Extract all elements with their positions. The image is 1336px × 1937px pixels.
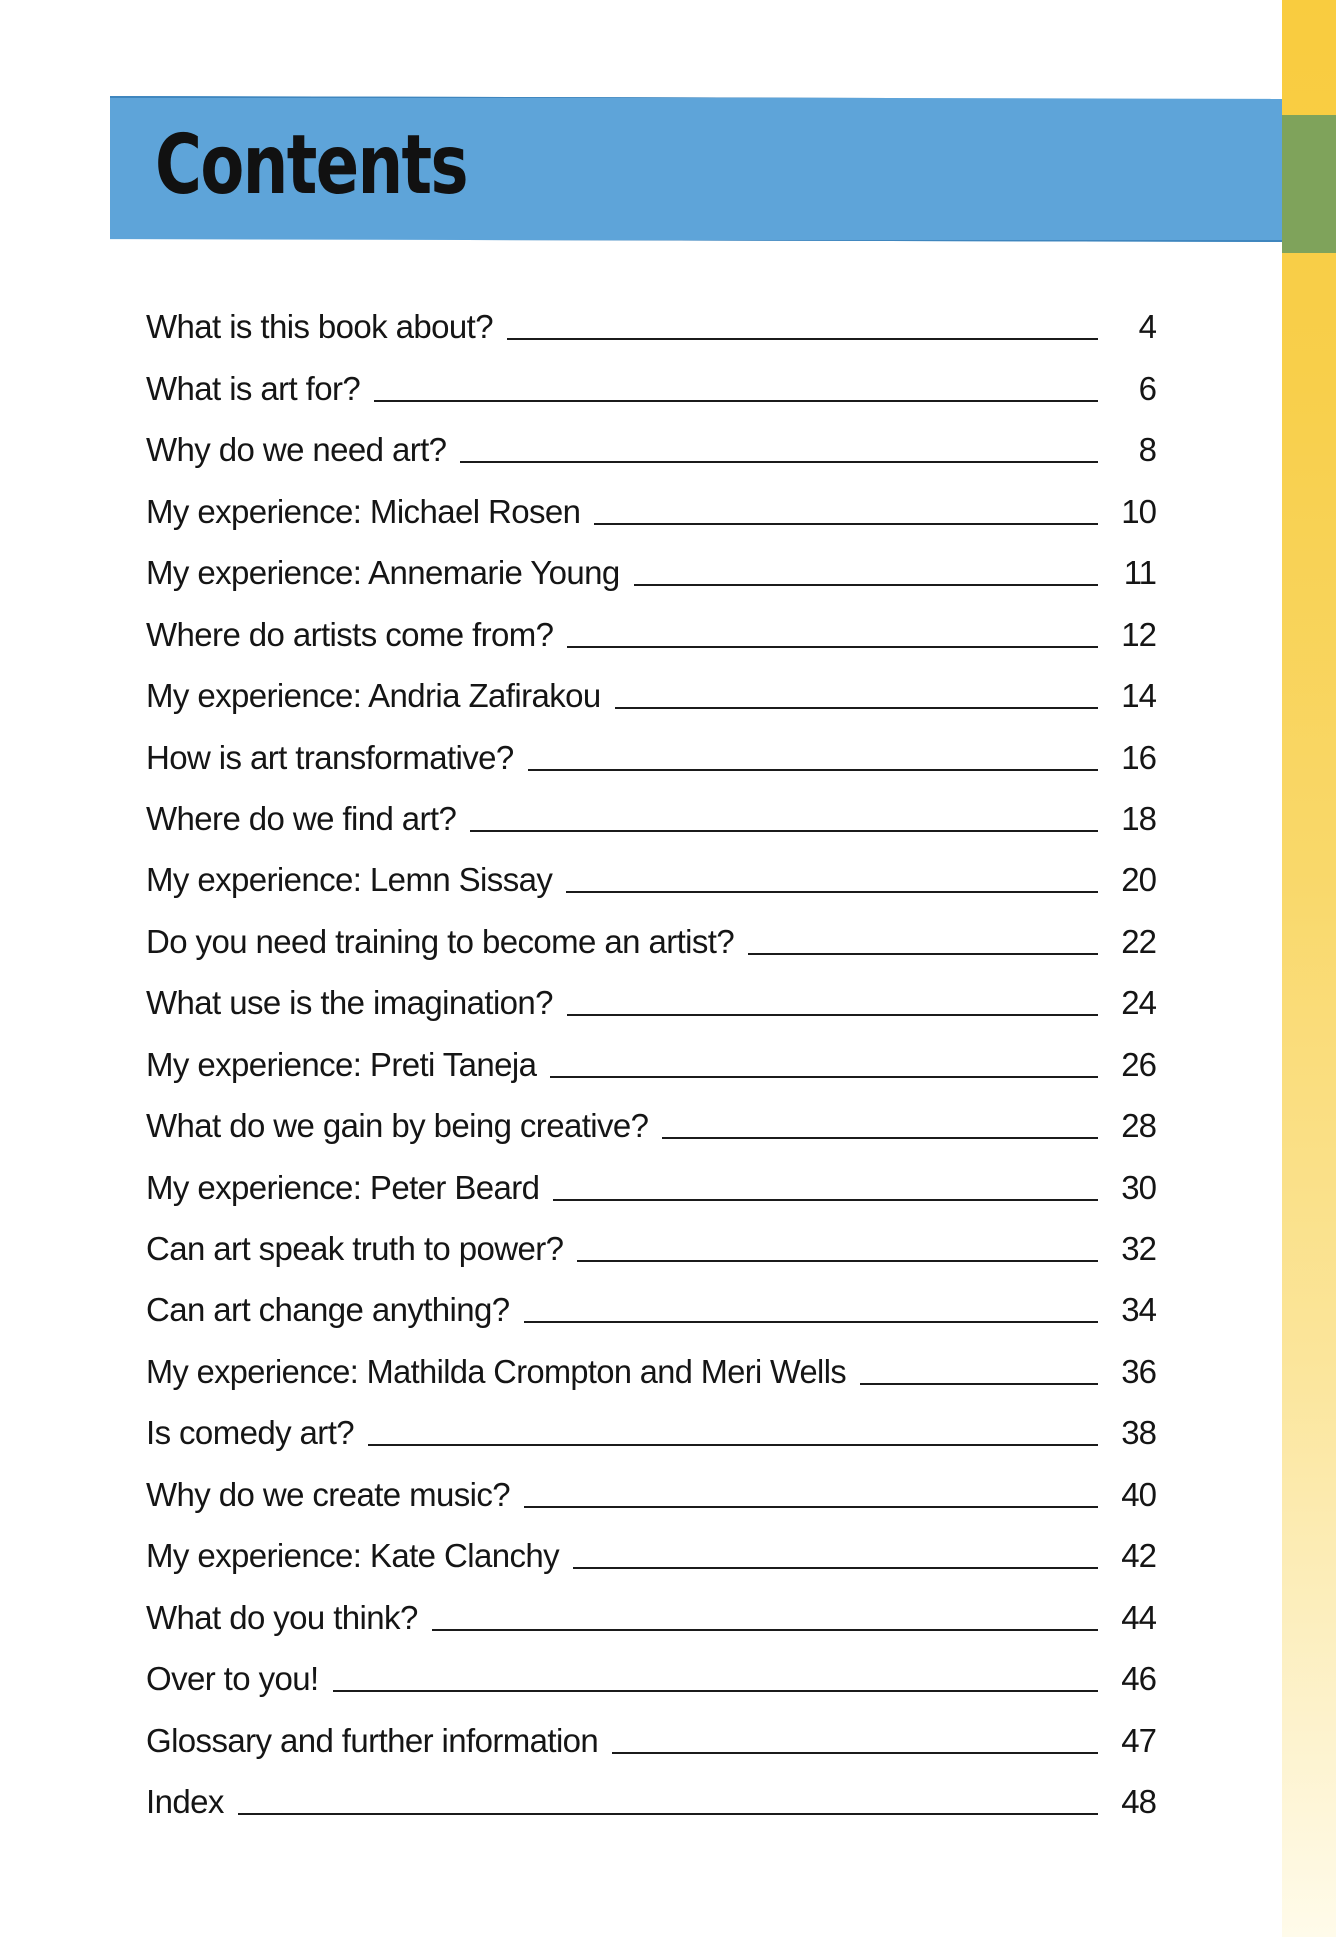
toc-entry-title: Where do we find art? (146, 799, 457, 837)
toc-leader-line (524, 1506, 1098, 1508)
toc-entry-title: Can art speak truth to power? (146, 1230, 564, 1267)
toc-entry-title: Can art change anything? (146, 1291, 510, 1329)
toc-entry (146, 1031, 1156, 1092)
toc-entry-title: What is this book about? (146, 308, 493, 346)
toc-leader-line (238, 1813, 1098, 1815)
toc-entry-title: My experience: Lemn Sissay (146, 861, 553, 899)
toc-leader-line (573, 1567, 1098, 1569)
toc-entry-title: Index (146, 1782, 224, 1820)
toc-page-number: 14 (1121, 677, 1156, 715)
toc-entry-title: Where do artists come from? (146, 615, 554, 653)
toc-entry-title: My experience: Mathilda Crompton and Meri Wells (146, 1352, 846, 1390)
toc-entry (146, 663, 1156, 724)
toc-entry-title: My experience: Andria Zafirakou (146, 677, 601, 715)
toc-page-number: 6 (1138, 369, 1156, 407)
toc-page-number: 12 (1121, 615, 1156, 653)
toc-entry (146, 1707, 1156, 1768)
toc-page-number: 18 (1121, 799, 1156, 837)
toc-entry (146, 908, 1156, 969)
toc-leader-line (662, 1137, 1098, 1139)
toc-entry (146, 970, 1156, 1031)
toc-page-number: 16 (1121, 738, 1156, 776)
toc-entry-title: My experience: Preti Taneja (146, 1045, 537, 1083)
toc-leader-line (432, 1629, 1098, 1631)
toc-entry (146, 601, 1156, 662)
toc-entry-title: What use is the imagination? (146, 984, 553, 1022)
toc-entry (146, 355, 1156, 416)
toc-leader-line (470, 830, 1098, 832)
toc-leader-line (374, 400, 1098, 402)
toc-page-number: 11 (1123, 554, 1156, 592)
toc-entry (146, 540, 1156, 601)
toc-entry-title: Do you need training to become an artist? (146, 922, 735, 960)
toc-leader-line (748, 953, 1098, 955)
toc-leader-line (524, 1321, 1098, 1323)
toc-page-number: 4 (1138, 308, 1156, 346)
toc-entry-title: Is comedy art? (146, 1414, 355, 1452)
toc-entry-title: My experience: Peter Beard (146, 1168, 540, 1206)
toc-leader-line (333, 1690, 1098, 1692)
toc-leader-line (550, 1076, 1098, 1078)
toc-entry (146, 1277, 1156, 1338)
toc-page-number: 38 (1121, 1414, 1156, 1452)
toc-entry (146, 1154, 1156, 1215)
toc-page-number: 24 (1121, 984, 1156, 1022)
toc-entry (146, 1400, 1156, 1461)
toc-entry-title: My experience: Kate Clanchy (146, 1537, 560, 1575)
toc-leader-line (860, 1383, 1098, 1385)
toc-page-number: 48 (1121, 1782, 1156, 1820)
toc-entry (146, 1646, 1156, 1707)
toc-page-number: 10 (1121, 492, 1156, 530)
toc-entry-title: How is art transformative? (146, 738, 514, 776)
toc-leader-line (567, 1014, 1098, 1016)
toc-entry (146, 786, 1156, 847)
toc-leader-line (615, 707, 1098, 709)
toc-leader-line (507, 338, 1098, 340)
toc-page-number: 30 (1121, 1168, 1156, 1206)
toc-entry-title: Glossary and further information (146, 1721, 599, 1759)
table-of-contents (146, 294, 1156, 1830)
toc-page-number: 22 (1121, 922, 1156, 960)
toc-leader-line (566, 891, 1098, 893)
toc-leader-line (594, 523, 1098, 525)
side-color-strip (1282, 0, 1336, 1937)
toc-entry (146, 478, 1156, 539)
toc-entry (146, 417, 1156, 478)
toc-leader-line (368, 1444, 1098, 1446)
toc-leader-line (577, 1260, 1098, 1262)
toc-entry-title: My experience: Annemarie Young (146, 554, 620, 592)
toc-entry-title: My experience: Michael Rosen (146, 492, 581, 530)
toc-leader-line (553, 1199, 1098, 1201)
toc-entry (146, 1461, 1156, 1522)
toc-page-number: 26 (1121, 1045, 1156, 1083)
toc-entry-title: What is art for? (146, 369, 361, 407)
side-strip-accent (1282, 115, 1336, 253)
toc-entry-title: What do you think? (146, 1598, 418, 1636)
toc-page-number: 8 (1138, 431, 1156, 469)
toc-leader-line (634, 584, 1098, 586)
toc-entry-title: Why do we create music? (146, 1475, 511, 1513)
toc-page-number: 34 (1121, 1291, 1156, 1329)
toc-entry (146, 1584, 1156, 1645)
toc-entry-title: Why do we need art? (146, 431, 447, 469)
toc-entry (146, 1523, 1156, 1584)
toc-entry (146, 1769, 1156, 1830)
page-title: Contents (155, 118, 468, 213)
toc-page-number: 47 (1121, 1721, 1156, 1759)
toc-page-number: 28 (1121, 1107, 1156, 1145)
toc-entry (146, 724, 1156, 785)
toc-page-number: 20 (1121, 861, 1156, 899)
toc-entry (146, 1216, 1156, 1277)
toc-leader-line (567, 646, 1098, 648)
toc-entry (146, 1338, 1156, 1399)
toc-entry (146, 847, 1156, 908)
toc-page-number: 32 (1121, 1230, 1156, 1267)
toc-page-number: 44 (1121, 1598, 1156, 1636)
toc-page-number: 46 (1121, 1660, 1156, 1698)
toc-entry (146, 1093, 1156, 1154)
toc-entry-title: Over to you! (146, 1660, 319, 1698)
toc-leader-line (528, 769, 1098, 771)
toc-entry-title: What do we gain by being creative? (146, 1107, 649, 1145)
toc-leader-line (612, 1752, 1098, 1754)
toc-entry (146, 294, 1156, 355)
toc-page-number: 42 (1121, 1537, 1156, 1575)
toc-leader-line (460, 461, 1098, 463)
toc-page-number: 36 (1121, 1352, 1156, 1390)
toc-page-number: 40 (1121, 1475, 1156, 1513)
